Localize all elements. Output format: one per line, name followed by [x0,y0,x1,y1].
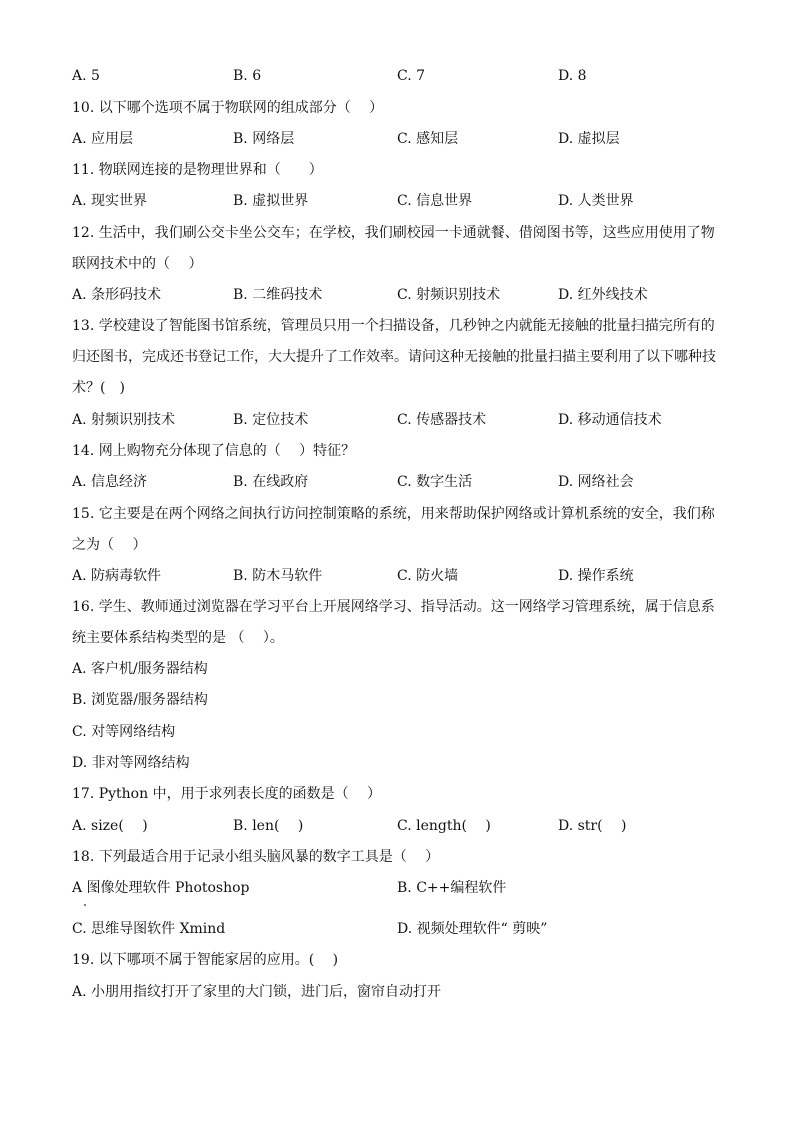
q19-stem: 19. 以下哪项不属于智能家居的应用。( ) [72,952,339,968]
q14-option-c: C. 数字生活 [397,474,473,490]
q13-option-b: B. 定位技术 [233,412,309,428]
q10-option-d: D. 虚拟层 [558,131,620,147]
q15-stem-line-2: 之为（ ） [72,537,147,553]
q13-stem-line-1: 13. 学校建设了智能图书馆系统，管理员只用一个扫描设备，几秒钟之内就能无接触的批量扫描完所有的 [72,318,715,334]
q19-option-a: A. 小朋用指纹打开了家里的大门锁，进门后，窗帘自动打开 [72,984,442,1000]
q18-option-c: C. 思维导图软件 Xmind [72,921,226,937]
q14-option-d: D. 网络社会 [558,474,634,490]
q15-option-b: B. 防木马软件 [233,568,323,584]
q9-option-c: C. 7 [397,68,426,84]
q17-option-d: D. str( ) [558,818,627,834]
q12-option-d: D. 红外线技术 [558,287,648,303]
q12-option-c: C. 射频识别技术 [397,287,501,303]
q11-option-c: C. 信息世界 [397,193,473,209]
q15-option-d: D. 操作系统 [558,568,634,584]
stray-mark [84,904,86,906]
q12-option-a: A. 条形码技术 [72,287,162,303]
q9-option-b: B. 6 [233,68,262,84]
q16-option-b: B. 浏览器/服务器结构 [72,692,208,708]
q12-stem-line-1: 12. 生活中，我们刷公交卡坐公交车；在学校，我们刷校园一卡通就餐、借阅图书等，这些应用使用了物 [72,225,715,241]
q11-option-d: D. 人类世界 [558,193,634,209]
q14-stem: 14. 网上购物充分体现了信息的（ ）特征？ [72,443,356,459]
q14-option-a: A. 信息经济 [72,474,148,490]
q17-stem: 17. Python 中，用于求列表长度的函数是（ ） [72,786,382,802]
q18-option-d: D. 视频处理软件“ 剪映” [397,921,548,937]
q17-option-c: C. length( ) [397,818,491,834]
q14-option-b: B. 在线政府 [233,474,309,490]
q13-stem-line-2: 归还图书，完成还书登记工作，大大提升了工作效率。请问这种无接触的批量扫描主要利用了以下哪种技 [72,349,716,365]
q13-option-d: D. 移动通信技术 [558,412,662,428]
q10-option-b: B. 网络层 [233,131,295,147]
q12-option-b: B. 二维码技术 [233,287,323,303]
q18-option-a: A 图像处理软件 Photoshop [72,880,250,896]
q9-option-d: D. 8 [558,68,587,84]
q13-stem-line-3: 术？( ) [72,380,125,396]
q17-option-b: B. len( ) [233,818,304,834]
q11-option-a: A. 现实世界 [72,193,148,209]
q13-option-c: C. 传感器技术 [397,412,487,428]
q16-option-c: C. 对等网络结构 [72,724,176,740]
q16-stem-line-2: 统主要体系结构类型的是 （ ）。 [72,630,284,646]
q11-option-b: B. 虚拟世界 [233,193,309,209]
q10-stem: 10. 以下哪个选项不属于物联网的组成部分（ ） [72,100,384,116]
q15-option-a: A. 防病毒软件 [72,568,162,584]
q13-option-a: A. 射频识别技术 [72,412,176,428]
q16-option-a: A. 客户机/服务器结构 [72,661,208,677]
q17-option-a: A. size( ) [72,818,148,834]
q18-option-b: B. C++编程软件 [397,880,507,896]
q10-option-a: A. 应用层 [72,131,134,147]
q18-stem: 18. 下列最适合用于记录小组头脑风暴的数字工具是（ ） [72,849,440,865]
q15-option-c: C. 防火墙 [397,568,459,584]
q16-option-d: D. 非对等网络结构 [72,755,190,771]
q15-stem-line-1: 15. 它主要是在两个网络之间执行访问控制策略的系统，用来帮助保护网络或计算机系统的安全，我们称 [72,506,715,522]
q10-option-c: C. 感知层 [397,131,459,147]
q11-stem: 11. 物联网连接的是物理世界和（ ） [72,162,323,178]
q12-stem-line-2: 联网技术中的（ ） [72,256,203,272]
q9-option-a: A. 5 [72,68,100,84]
q16-stem-line-1: 16. 学生、教师通过浏览器在学习平台上开展网络学习、指导活动。这一网络学习管理系统，属于信息系 [72,599,715,615]
